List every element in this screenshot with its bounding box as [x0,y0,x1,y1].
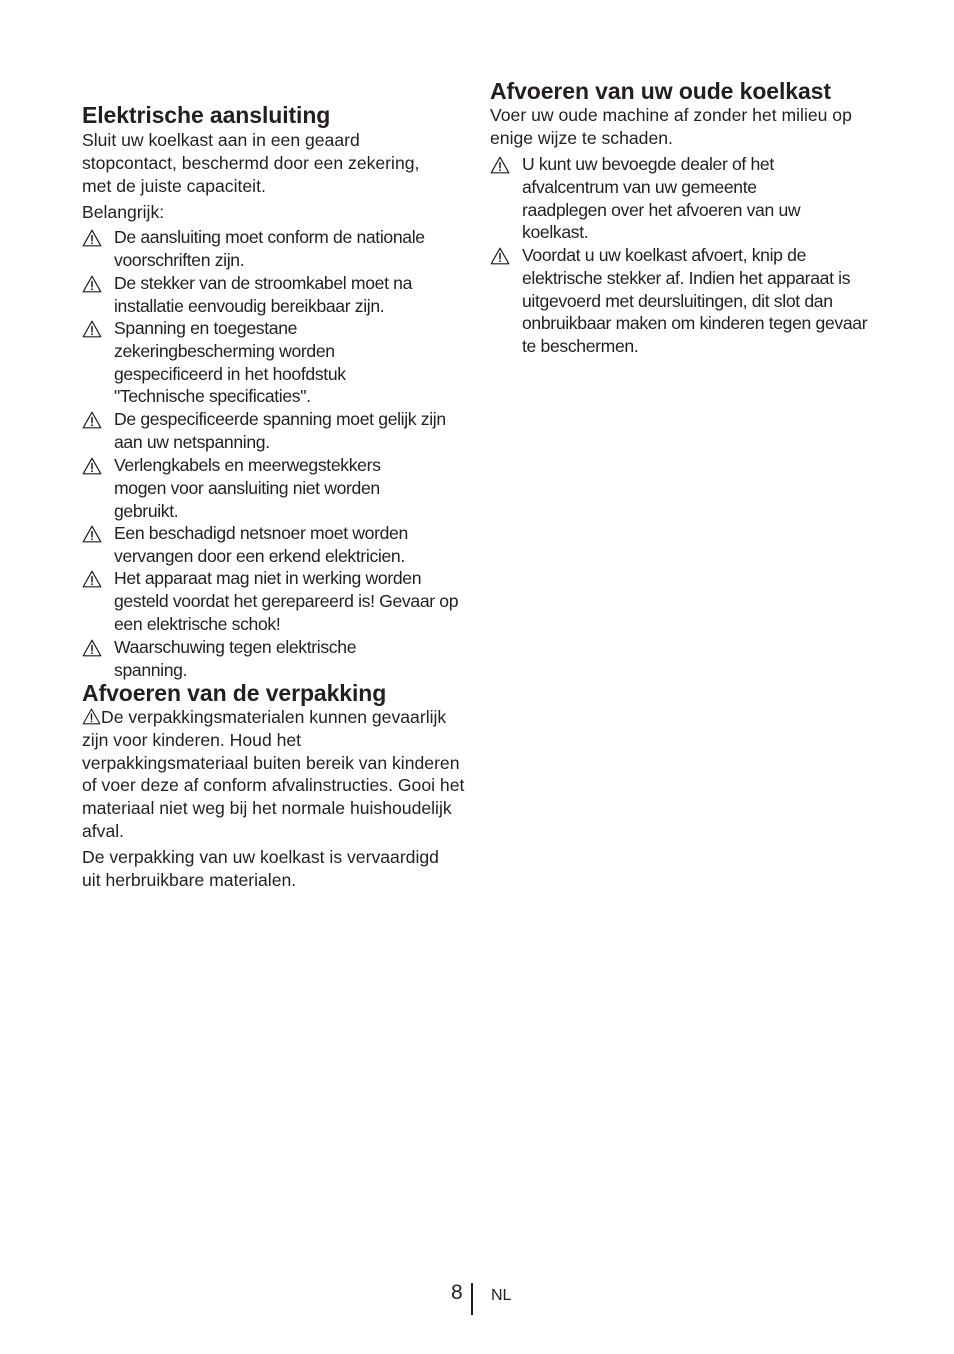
packaging-warning-text: De verpakkingsmaterialen kunnen gevaarlijk zijn voor kinderen. Houd het verpakkingsmateriaal buiten bereik van kinderen of voer deze af conform afvalinstructies. Gooi het materiaal niet weg bij het normale huishoudelijk afval. [82,707,465,841]
page-number: 8 [451,1281,463,1304]
warning-triangle-icon [82,639,102,657]
warning-triangle-icon [490,156,510,174]
warning-text: U kunt uw bevoegde dealer of het afvalcentrum van uw gemeente raadplegen over het afvoeren van uw koelkast. [522,154,801,243]
packaging-paragraph: De verpakking van uw koelkast is vervaardigd uit herbruikbare materialen. [82,847,439,890]
warning-triangle-icon [82,411,102,429]
warning-text: De aansluiting moet conform de nationale voorschriften zijn. [114,227,425,270]
warning-text: Spanning en toegestane zekeringbescherming worden gespecificeerd in het hoofdstuk "Technische specificaties". [114,318,346,407]
warning-text: Waarschuwing tegen elektrische spanning. [114,637,357,680]
warning-triangle-icon [490,247,510,265]
warning-triangle-icon [82,525,102,543]
warning-triangle-icon [82,570,102,588]
warning-triangle-icon [82,229,102,247]
section-heading-disposal: Afvoeren van uw oude koelkast [490,78,831,104]
language-label: NL [491,1287,512,1304]
warning-text: Het apparaat mag niet in werking worden gesteld voordat het gerepareerd is! Gevaar op een elektrische schok! [114,568,459,634]
packaging-warning-paragraph [82,706,466,843]
section-heading-electrical: Elektrische aansluiting [82,102,331,128]
warning-text: De stekker van de stroomkabel moet na installatie eenvoudig bereikbaar zijn. [114,273,413,316]
footer-divider [471,1283,473,1315]
warning-text: Een beschadigd netsnoer moet worden vervangen door een erkend elektricien. [114,523,408,566]
warning-triangle-icon [82,320,102,338]
warning-text: De gespecificeerde spanning moet gelijk zijn aan uw netspanning. [114,409,446,452]
section-heading-packaging: Afvoeren van de verpakking [82,680,387,706]
warning-triangle-icon [82,457,102,475]
electrical-intro: Sluit uw koelkast aan in een geaard stopcontact, beschermd door een zekering, met de juiste capaciteit. [82,130,420,196]
warning-triangle-icon [82,275,102,293]
disposal-intro: Voer uw oude machine af zonder het milieu op enige wijze te schaden. [490,105,852,148]
warning-text: Voordat u uw koelkast afvoert, knip de elektrische stekker af. Indien het apparaat is uitgevoerd met deursluitingen, dit slot dan onbruikbaar maken om kinderen tegen gevaar te beschermen. [522,245,868,357]
warning-text: Verlengkabels en meerwegstekkers mogen voor aansluiting niet worden gebruikt. [114,455,381,521]
warning-triangle-icon [82,708,101,725]
important-label: Belangrijk: [82,202,165,222]
